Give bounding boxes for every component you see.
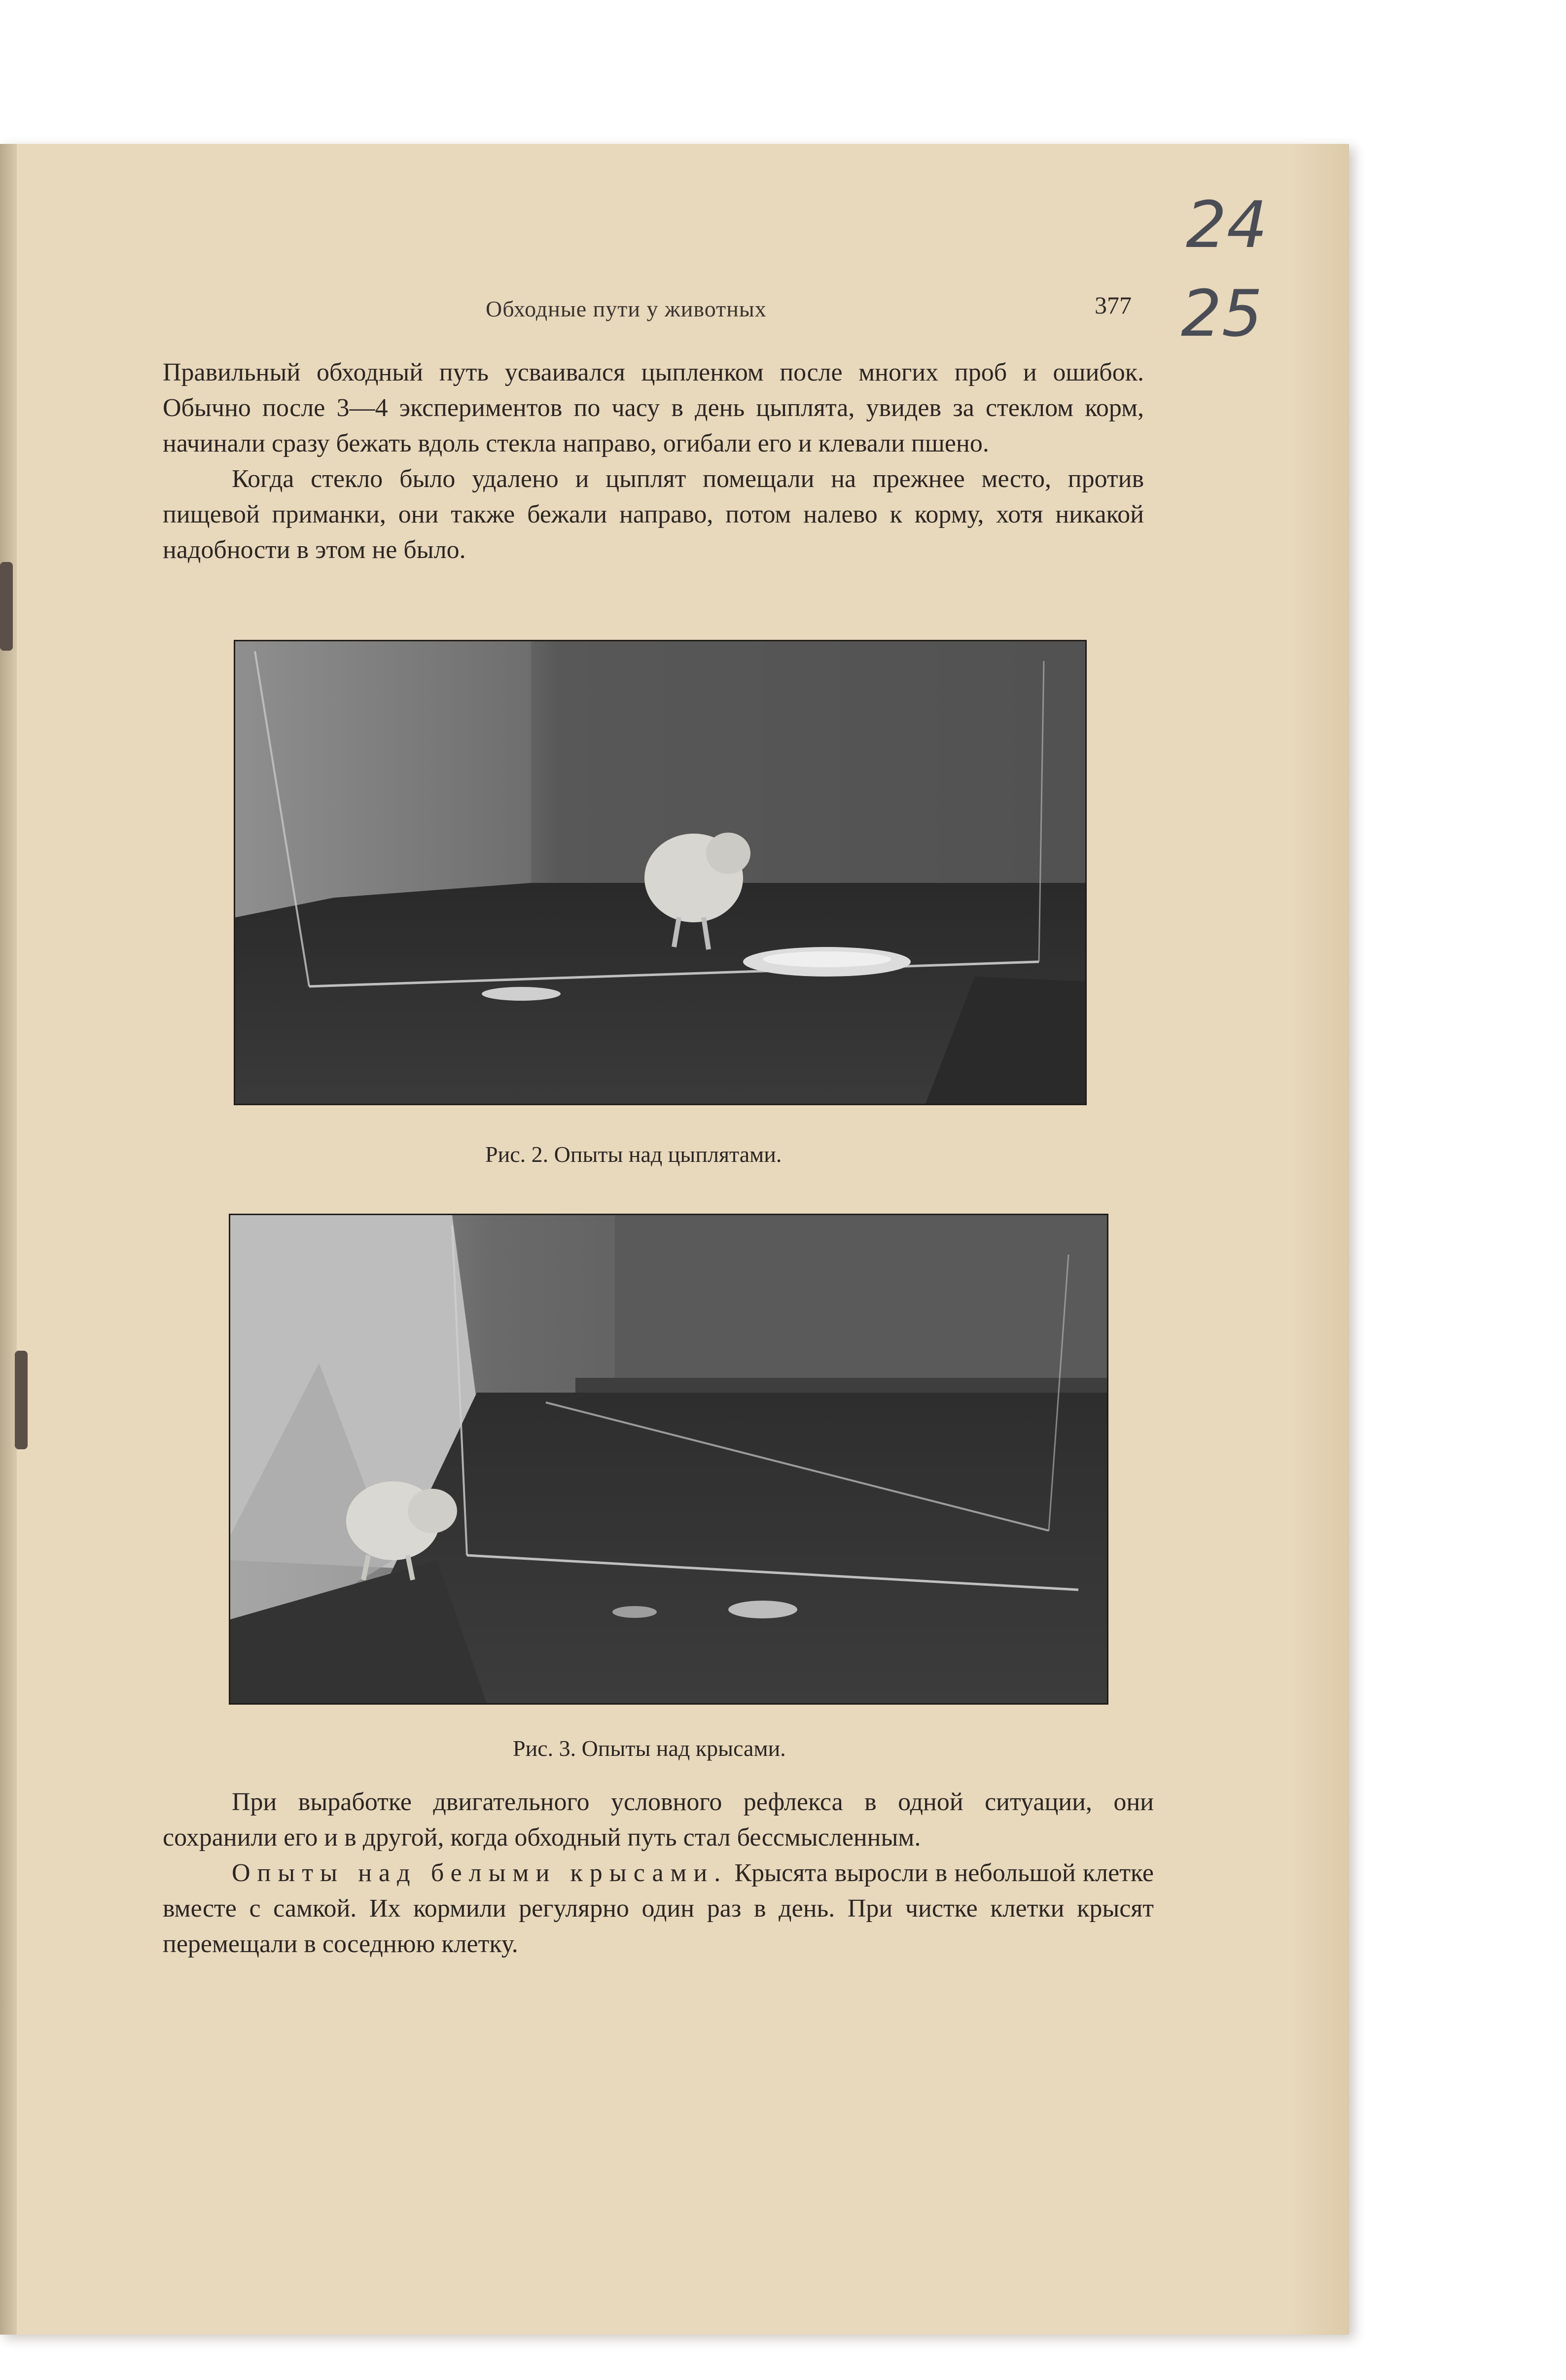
rat-experiment-image (230, 1215, 1107, 1703)
figure-3-caption: Рис. 3. Опыты над крысами. (513, 1736, 786, 1761)
running-title: Обходные пути у животных (486, 296, 767, 321)
section-lead-spaced: Опыты над белыми крысами. (232, 1859, 728, 1887)
figure-3-photo (229, 1214, 1108, 1705)
staple-top (0, 562, 13, 651)
figure-2-photo (234, 640, 1087, 1105)
figure-2-caption: Рис. 2. Опыты над цыплятами. (485, 1142, 782, 1167)
paragraph-continuation: Крысята выросли в небольшой клетке вместе с самкой. Их кормили регулярно один раз в день. При чистке клетки крысят перемещали в соседнюю клетку. (163, 1859, 1154, 1958)
paragraph (163, 1855, 1154, 1962)
staple-bottom (15, 1351, 28, 1449)
handwritten-number-top: 24 (1186, 187, 1268, 262)
paragraph: При выработке двигательного условного рефлекса в одной ситуации, они сохранили его и в другой, когда обходный путь стал бессмысленным. (163, 1788, 1154, 1852)
handwritten-number-bottom: 25 (1181, 276, 1263, 351)
body-text-bottom (163, 1785, 1154, 1962)
chick-experiment-image (235, 641, 1085, 1104)
page-number: 377 (1095, 291, 1132, 319)
page-binding-edge (0, 144, 17, 2335)
paragraph: Правильный обходный путь усваивался цыпленком после многих проб и ошибок. Обычно после 3—4 экспериментов по часу в день цыплята, увидев за стеклом корм, начинали сразу бежать вдоль стекла направо, огибали его и клевали пшено. (163, 358, 1144, 457)
page-right-edge (1292, 144, 1349, 2335)
body-text-top (163, 355, 1144, 568)
paragraph: Когда стекло было удалено и цыплят помещали на прежнее место, против пищевой приманки, они также бежали направо, потом налево к корму, хотя никакой надобности в этом не было. (163, 465, 1144, 564)
